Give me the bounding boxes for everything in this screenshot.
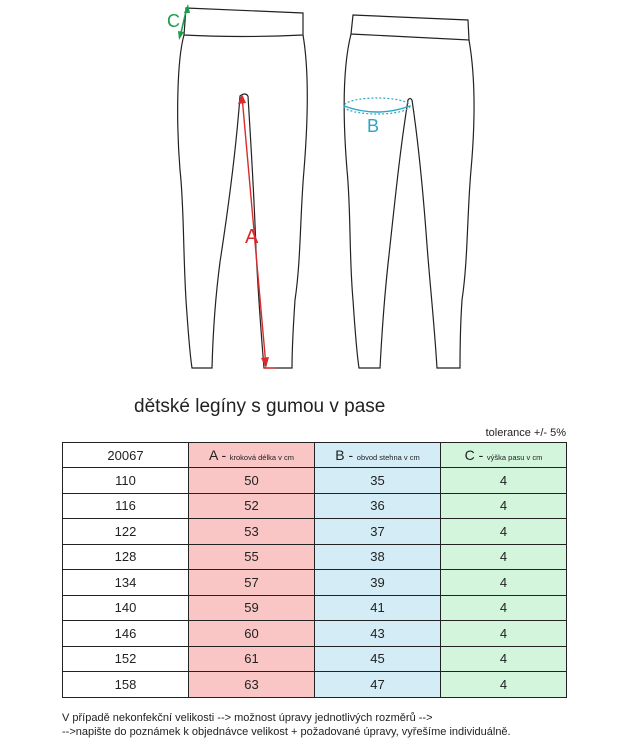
measure-c-label: C [167,11,180,31]
c-cell: 4 [441,621,567,647]
b-cell: 39 [315,570,441,596]
header-c-label: výška pasu v cm [486,453,543,462]
size-cell: 110 [63,468,189,494]
c-cell: 4 [441,468,567,494]
size-table [62,442,567,698]
size-cell: 116 [63,493,189,519]
a-cell: 63 [189,672,315,698]
c-cell: 4 [441,646,567,672]
size-cell: 158 [63,672,189,698]
b-cell: 35 [315,468,441,494]
header-a-letter: A - [209,447,227,463]
measure-b [344,98,410,136]
a-cell: 52 [189,493,315,519]
header-a-label: kroková délka v cm [229,453,294,462]
a-cell: 61 [189,646,315,672]
header-a [189,443,315,468]
measure-b-label: B [367,116,380,136]
a-cell: 59 [189,595,315,621]
table-row [63,544,567,570]
b-cell: 47 [315,672,441,698]
table-row [63,493,567,519]
table-row [63,646,567,672]
leggings-back-view [344,15,474,368]
table-row [63,595,567,621]
header-b [315,443,441,468]
note-line-2: -->napište do poznámek k objednávce velikost + požadované úpravy, vyřešíme individuálně. [62,726,511,738]
c-cell: 4 [441,570,567,596]
b-cell: 43 [315,621,441,647]
product-code: 20067 [63,443,189,468]
size-cell: 152 [63,646,189,672]
size-cell: 122 [63,519,189,545]
b-cell: 38 [315,544,441,570]
header-b-letter: B - [335,447,354,463]
c-cell: 4 [441,493,567,519]
c-cell: 4 [441,595,567,621]
b-cell: 45 [315,646,441,672]
a-cell: 53 [189,519,315,545]
header-c [441,443,567,468]
size-table-header [63,443,567,468]
size-cell: 146 [63,621,189,647]
size-cell: 140 [63,595,189,621]
tolerance-note: tolerance +/- 5% [485,427,566,439]
header-c-letter: C - [464,447,484,463]
c-cell: 4 [441,519,567,545]
a-cell: 50 [189,468,315,494]
b-cell: 41 [315,595,441,621]
size-cell: 128 [63,544,189,570]
table-row [63,519,567,545]
table-row [63,468,567,494]
table-row [63,621,567,647]
note-line-1: V případě nekonfekční velikosti --> možnost úpravy jednotlivých rozměrů --> [62,712,433,724]
b-cell: 37 [315,519,441,545]
a-cell: 55 [189,544,315,570]
measure-a [238,94,276,368]
leggings-front-view [178,8,308,368]
table-row [63,570,567,596]
a-cell: 60 [189,621,315,647]
c-cell: 4 [441,544,567,570]
custom-size-note [62,711,511,739]
measure-b-front-arc [344,106,410,112]
b-cell: 36 [315,493,441,519]
measure-a-arrow-bottom [261,357,269,368]
size-cell: 134 [63,570,189,596]
header-b-label: obvod stehna v cm [356,453,420,462]
c-cell: 4 [441,672,567,698]
page-title: dětské legíny s gumou v pase [134,396,386,417]
table-row [63,672,567,698]
a-cell: 57 [189,570,315,596]
measure-a-label: A [245,226,259,248]
